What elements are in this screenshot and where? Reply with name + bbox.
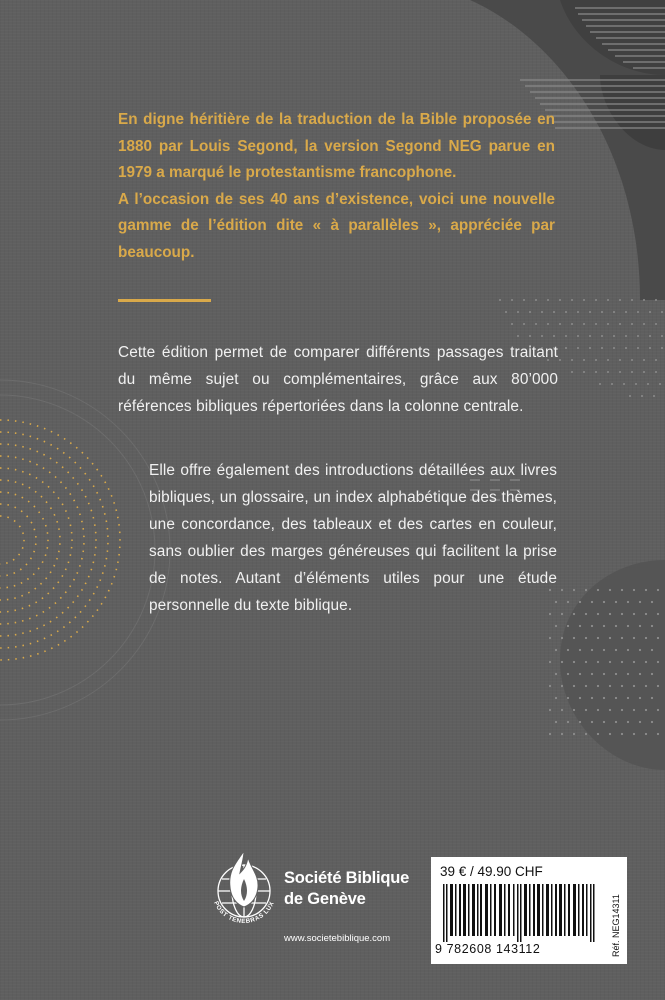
publisher-website: www.societebiblique.com	[284, 933, 391, 944]
barcode-label	[431, 857, 627, 964]
dark-lower-arch	[560, 560, 665, 770]
barcode-icon	[439, 884, 603, 942]
publisher-logo	[204, 849, 444, 949]
gold-divider	[118, 299, 211, 302]
publisher-name-line-2: de Genève	[284, 890, 366, 908]
gold-dotted-arcs	[0, 420, 120, 660]
faint-rings	[0, 380, 170, 720]
publisher-name-line-1: Société Biblique	[284, 869, 410, 887]
flame-globe-icon	[204, 849, 284, 929]
motto-text: POST TENEBRAS LUX	[212, 900, 276, 926]
isbn-digits: 9 782608 143112	[435, 942, 541, 956]
intro-text	[118, 107, 555, 266]
intro-sentence-2: A l’occasion de ses 40 ans d’existence, voici une nouvelle gamme de l’édition dite « à parallèles », appréciée par beaucoup.	[118, 190, 555, 261]
price-text: 39 € / 49.90 CHF	[440, 864, 543, 879]
reference-number: Réf. NEG14311	[611, 894, 621, 957]
body-paragraph-1: Cette édition permet de comparer différents passages traitant du même sujet ou complémentaires, grâce aux 80’000 références bibliques répertoriées dans la colonne centrale.	[118, 344, 558, 415]
intro-sentence-1: En digne héritière de la traduction de la Bible proposée en 1880 par Louis Segond, la version Segond NEG parue en 1979 a marqué le protestantisme francophone.	[118, 111, 555, 181]
reference-wrap	[609, 863, 623, 959]
body-paragraph-2: Elle offre également des introductions détaillées aux livres bibliques, un glossaire, un index alphabétique des thèmes, une concordance, des tableaux et des cartes en couleur, sans oublier des marges généreuses qui facilitent la prise de notes. Autant d’éléments utiles pour une étude personnelle du texte biblique.	[149, 462, 557, 614]
publisher-name	[284, 868, 409, 910]
